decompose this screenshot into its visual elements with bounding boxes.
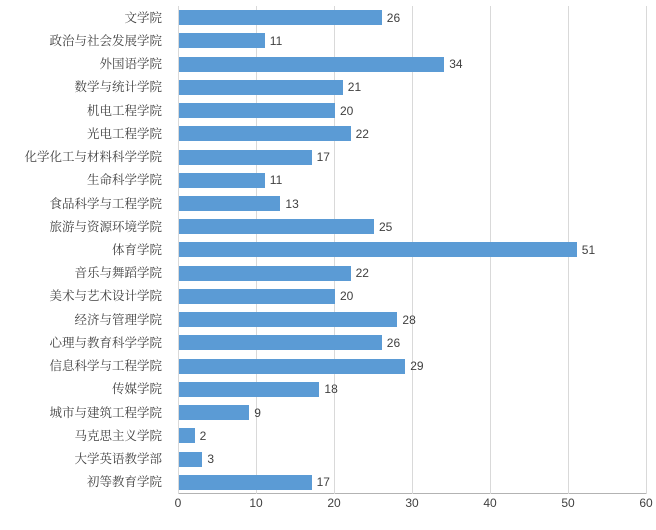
bar-value-label: 9 xyxy=(254,405,261,420)
category-label: 信息科学与工程学院 xyxy=(49,359,162,374)
bar-value-label: 17 xyxy=(316,475,330,490)
bar-row xyxy=(86,169,646,192)
bar-value-label: 20 xyxy=(340,103,354,118)
bar[interactable] xyxy=(179,335,382,350)
bar-rows xyxy=(24,6,646,494)
bar-value-label: 51 xyxy=(581,242,596,257)
x-tick-label: 10 xyxy=(249,496,263,510)
x-tick-label: 40 xyxy=(483,496,497,510)
bar-row xyxy=(111,238,646,261)
bar-row xyxy=(49,215,646,238)
category-label: 美术与艺术设计学院 xyxy=(49,289,162,304)
category-label: 城市与建筑工程学院 xyxy=(49,405,162,420)
bar[interactable] xyxy=(179,289,335,304)
bar-value-label: 13 xyxy=(285,196,299,211)
category-label: 外国语学院 xyxy=(99,57,162,72)
bar[interactable] xyxy=(179,80,343,95)
bar-row xyxy=(74,308,646,331)
category-label: 初等教育学院 xyxy=(86,475,162,490)
x-tick-label: 30 xyxy=(405,496,419,510)
bar-value-label: 29 xyxy=(410,359,424,374)
category-label: 马克思主义学院 xyxy=(74,428,162,443)
bar-row xyxy=(49,355,646,378)
x-tick-label: 60 xyxy=(639,496,653,510)
category-label: 体育学院 xyxy=(111,242,162,257)
bar[interactable] xyxy=(179,196,280,211)
category-label: 大学英语教学部 xyxy=(74,452,162,467)
category-label: 政治与社会发展学院 xyxy=(49,33,162,48)
bar[interactable] xyxy=(179,359,405,374)
bar-row xyxy=(74,262,646,285)
bar[interactable] xyxy=(179,57,444,72)
bar[interactable] xyxy=(179,428,195,443)
bar-row xyxy=(49,29,646,52)
bar-row xyxy=(111,378,646,401)
bar[interactable] xyxy=(179,405,249,420)
bar[interactable] xyxy=(179,103,335,118)
bar-value-label: 17 xyxy=(316,150,330,165)
bar[interactable] xyxy=(179,10,382,25)
bar-row xyxy=(24,145,646,168)
plot-area xyxy=(24,6,646,494)
bar-value-label: 3 xyxy=(207,452,215,467)
bar-value-label: 22 xyxy=(355,266,369,281)
category-label: 心理与教育科学学院 xyxy=(49,335,162,350)
bar-row xyxy=(86,471,646,494)
x-tick-label: 0 xyxy=(174,496,182,510)
bar[interactable] xyxy=(179,173,265,188)
x-tick-label: 50 xyxy=(561,496,575,510)
category-label: 音乐与舞蹈学院 xyxy=(74,266,162,281)
bar-value-label: 28 xyxy=(402,312,416,327)
bar-row xyxy=(99,52,646,75)
bar-row xyxy=(74,448,646,471)
bar-row xyxy=(74,76,646,99)
bar-value-label: 11 xyxy=(269,173,283,188)
category-label: 旅游与资源环境学院 xyxy=(49,219,162,234)
bar-value-label: 25 xyxy=(379,219,393,234)
bar-value-label: 26 xyxy=(386,10,401,25)
bar-value-label: 2 xyxy=(199,428,207,443)
category-label: 机电工程学院 xyxy=(86,103,162,118)
bar-value-label: 18 xyxy=(324,382,338,397)
category-label: 光电工程学院 xyxy=(86,126,162,141)
bar-row xyxy=(49,192,646,215)
bar[interactable] xyxy=(179,33,265,48)
category-label: 文学院 xyxy=(124,10,162,25)
category-label: 传媒学院 xyxy=(111,382,162,397)
bar-row xyxy=(49,331,646,354)
bar[interactable] xyxy=(179,475,312,490)
bar[interactable] xyxy=(179,452,202,467)
bar[interactable] xyxy=(179,382,319,397)
bar[interactable] xyxy=(179,126,351,141)
x-axis-tick-labels xyxy=(174,496,653,516)
bar-value-label: 26 xyxy=(386,335,401,350)
bar-value-label: 34 xyxy=(449,57,463,72)
category-label: 生命科学学院 xyxy=(86,173,162,188)
bar[interactable] xyxy=(179,150,312,165)
bar-value-label: 11 xyxy=(269,33,283,48)
category-label: 食品科学与工程学院 xyxy=(49,196,162,211)
gridline xyxy=(646,6,647,494)
bar-value-label: 20 xyxy=(340,289,354,304)
bar-row xyxy=(74,424,646,447)
bar[interactable] xyxy=(179,312,397,327)
category-label: 经济与管理学院 xyxy=(74,312,162,327)
bar-row xyxy=(86,122,646,145)
bar[interactable] xyxy=(179,266,351,281)
bar-value-label: 22 xyxy=(355,126,369,141)
bar[interactable] xyxy=(179,219,374,234)
x-tick-label: 20 xyxy=(327,496,341,510)
category-label: 化学化工与材料科学学院 xyxy=(24,150,162,165)
category-label: 数学与统计学院 xyxy=(74,80,162,95)
bar-row xyxy=(49,401,646,424)
bar-value-label: 21 xyxy=(347,80,362,95)
bar-row xyxy=(124,6,646,29)
bar[interactable] xyxy=(179,242,577,257)
bar-row xyxy=(49,285,646,308)
bar-row xyxy=(86,99,646,122)
